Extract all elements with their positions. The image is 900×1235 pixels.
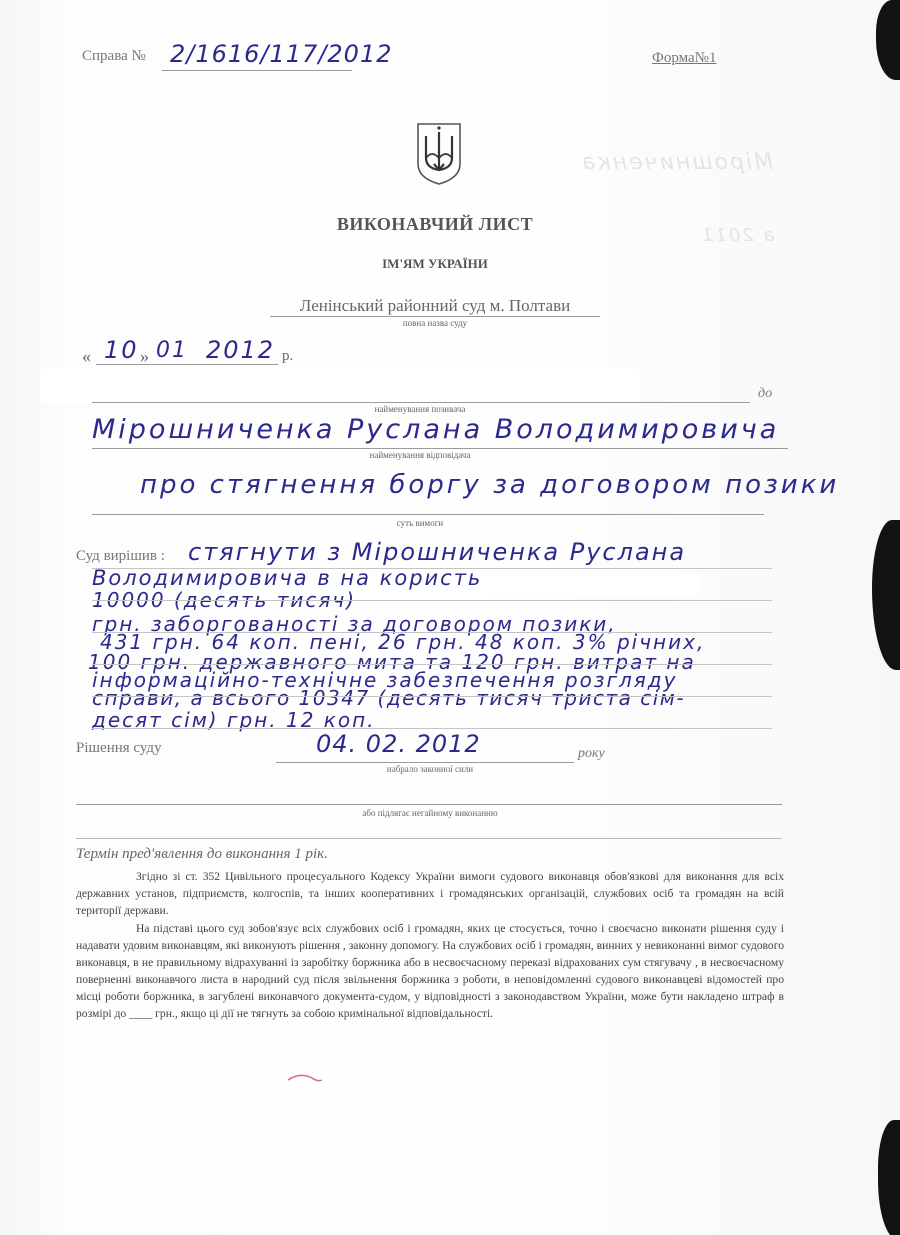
case-label: Справа № (82, 48, 146, 64)
claim-caption: суть вимоги (396, 518, 444, 528)
appeal-caption: або підлягає негайному виконанню (362, 808, 498, 818)
decision-line: 10000 (десять тисяч) (92, 588, 357, 612)
decision-line: справи, а всього 10347 (десять тисяч триста сім- (92, 686, 686, 710)
plaintiff-underline (92, 402, 750, 403)
date-month: 01 (156, 338, 188, 363)
decision-line: стягнути з Мірошниченка Руслана (188, 538, 687, 566)
date-close-quote: » (140, 346, 149, 366)
to-label: до (758, 386, 773, 401)
decision-line: 100 грн. державного мита та 120 грн. витрат на (88, 650, 696, 674)
ruling-date-underline (276, 762, 574, 763)
appeal-underline (76, 804, 782, 805)
ruling-year-word: року (578, 746, 605, 761)
effect-caption: набрало законної сили (386, 764, 474, 774)
document-title: ВИКОНАВЧИЙ ЛИСТ (336, 214, 534, 234)
decision-underline (92, 728, 772, 729)
court-name: Ленінський районний суд м. Полтави (299, 296, 571, 315)
redaction-block (40, 368, 640, 404)
decision-line: Володимировича в на користь (92, 566, 483, 590)
defendant-underline (92, 448, 788, 449)
legal-paragraph: На підставі цього суд зобов'язує всіх службових осіб і громадян, яких це стосується, точно і своєчасно виконати рішення суду і надавати удовим виконавцям, які виконують рішення , законну допомогу. На службових осіб і громадян, винних у невиконанні вимог судового виконавця, в не правильному відрахуванні із заробітку боржника або в несвоєчасному переказі відрахованих сум стягувачу , в несвоєчасному поверненні виконавчого листа в народний суд після звільнення боржника з роботи, в неповідомленні судового виконавцеві відомостей про місці роботи боржника, в загублені виконавчого документа-судом, у відповідності з законодавством України, може бути накладено штраф в розмірі до ____ грн., якщо ці дії не тягнуть за собою кримінальної відповідальності. (76, 922, 784, 1020)
decision-line: десят сім) грн. 12 коп. (92, 708, 376, 732)
decision-line: грн. заборгованості за договором позики, (92, 612, 617, 636)
decision-line: 431 грн. 64 коп. пені, 26 грн. 48 коп. 3% річних, (100, 630, 706, 654)
ruling-date: 04. 02. 2012 (316, 730, 481, 758)
date-year: 2012 (206, 336, 276, 364)
document-subtitle: ІМ'ЯМ УКРАЇНИ (382, 256, 488, 271)
validity-term: Термін пред'явлення до виконання 1 рік. (76, 846, 328, 862)
scan-edge-shadow (878, 1120, 900, 1235)
date-day: 10 (104, 336, 139, 364)
decision-line: інформаційно-технічне забезпечення розгляду (92, 668, 678, 692)
trident-emblem-icon (414, 120, 464, 186)
claim-underline (92, 514, 764, 515)
date-suffix: р. (282, 348, 294, 364)
form-label: Форма№1 (652, 50, 717, 66)
decision-label: Суд вирішив : (76, 548, 165, 564)
court-caption: повна назва суду (402, 318, 468, 328)
decision-underline (92, 632, 772, 633)
claim-value: про стягнення боргу за договором позики (140, 470, 840, 500)
scan-edge-shadow (876, 0, 900, 80)
plaintiff-caption: найменування позивача (374, 404, 466, 414)
ruling-label: Рішення суду (76, 740, 162, 756)
date-underline (96, 364, 278, 365)
case-number: 2/1616/117/2012 (170, 40, 393, 68)
scan-edge-shadow (872, 520, 900, 670)
bleed-through-text: а 2011 (700, 225, 775, 246)
decision-underline (92, 664, 772, 665)
bleed-through-text: Мірошниченка (580, 150, 774, 175)
date-open-quote: « (82, 346, 91, 366)
legal-paragraph: Згідно зі ст. 352 Цивільного процесуального Кодексу України вимоги судового виконавця обов'язкові для виконання для всіх державних установ, підприємств, колгоспів, та інших кооперативних і громадянських організацій, службових осіб та громадян на всій території держави. (76, 870, 784, 917)
case-number-underline (162, 70, 352, 71)
decision-underline (92, 696, 772, 697)
defendant-caption: найменування відповідача (369, 450, 471, 460)
separator-line (76, 838, 782, 839)
defendant-value: Мірошниченка Руслана Володимировича (92, 414, 780, 445)
decision-underline (92, 600, 772, 601)
ink-mark (286, 1070, 326, 1090)
decision-underline (92, 568, 772, 569)
court-name-underline (270, 316, 600, 317)
